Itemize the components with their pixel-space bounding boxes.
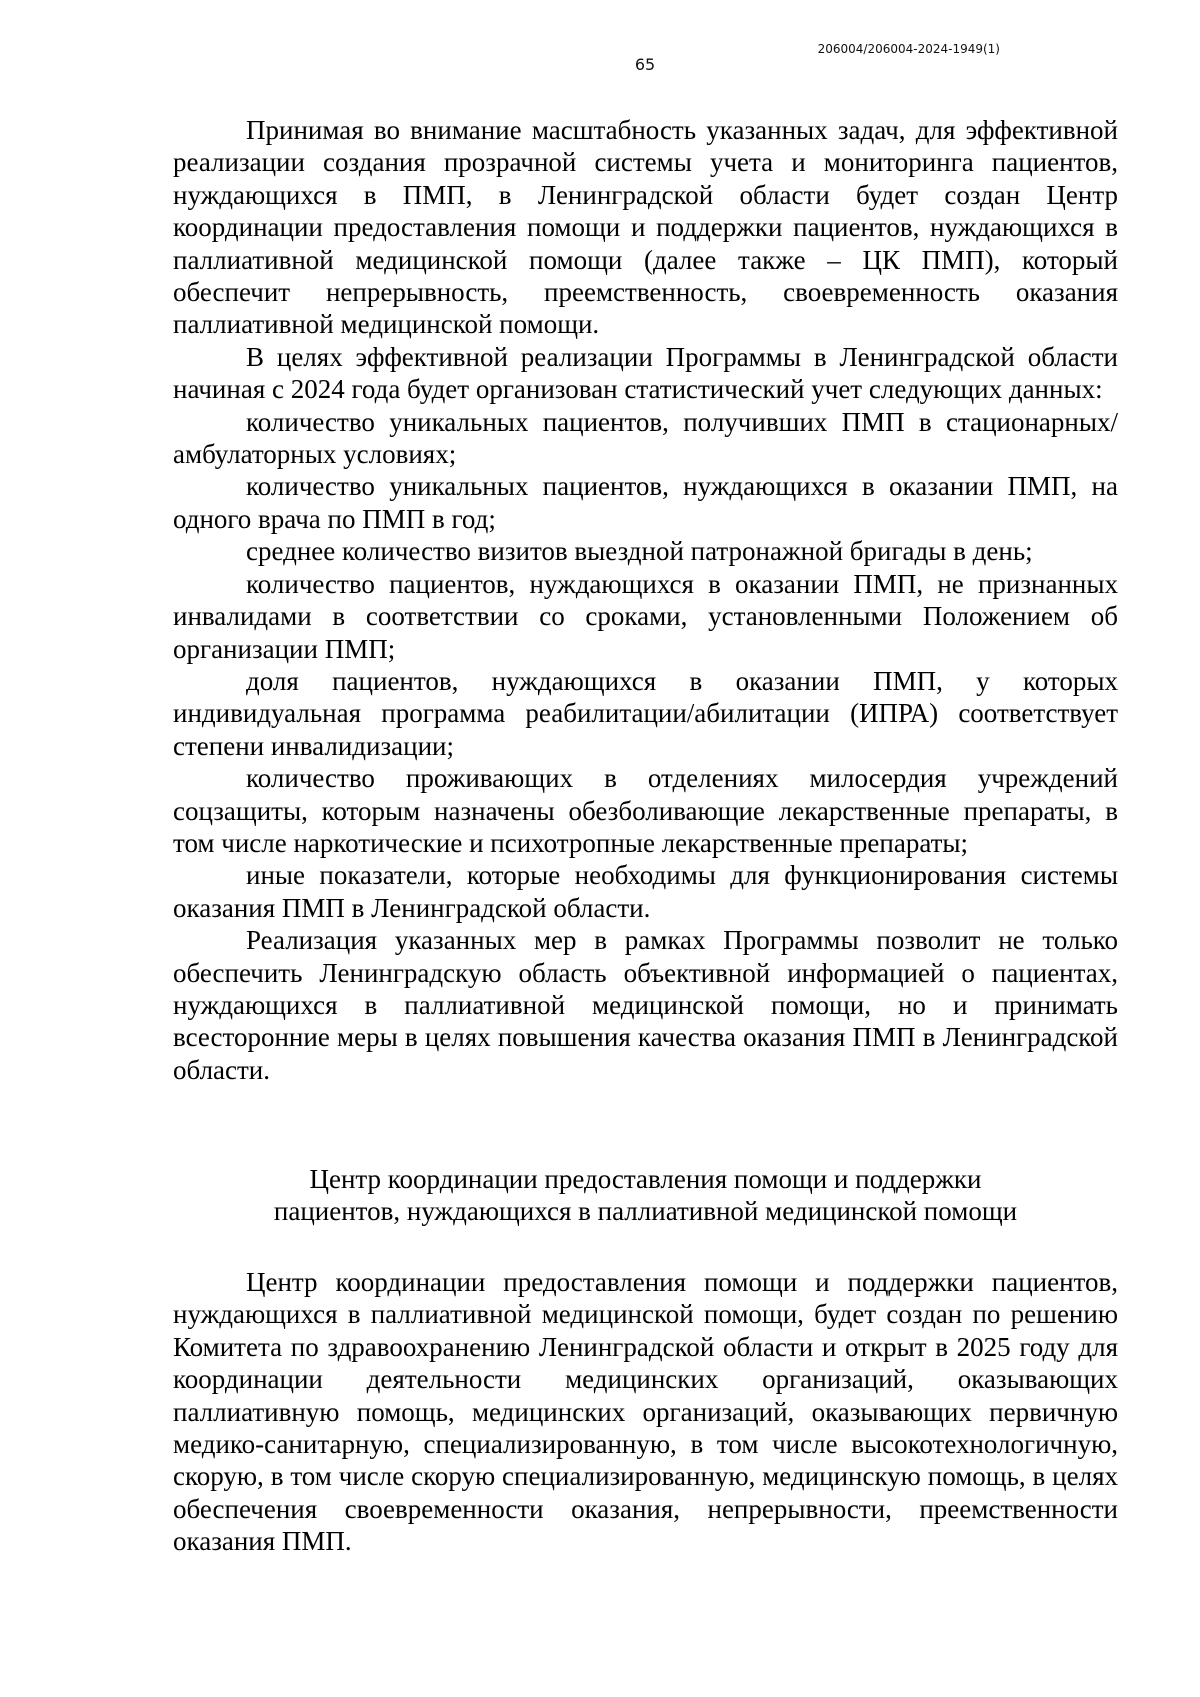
paragraph: Принимая во внимание масштабность указанных задач, для эффективной реализации создания прозрачной системы учета и мониторинга пациентов, нуждающихся в ПМП, в Ленинградской области будет создан Центр координации предоставления помощи и поддержки пациентов, нуждающихся в паллиативной медицинской помощи (далее также – ЦК ПМП), который обеспечит непрерывность, преемственность, своевременность оказания паллиативной медицинской помощи. bbox=[173, 115, 1118, 340]
body-text bbox=[173, 114, 1118, 1086]
section-heading-line: Центр координации предоставления помощи и поддержки bbox=[309, 1164, 982, 1194]
paragraph: Центр координации предоставления помощи и поддержки пациентов, нуждающихся в паллиативной медицинской помощи, будет создан по решению Комитета по здравоохранению Ленинградской области и открыт в 2025 году для координации деятельности медицинских организаций, оказывающих паллиативную помощь, медицинских организаций, оказывающих первичную медико-санитарную, специализированную, в том числе высокотехнологичную, скорую, в том числе скорую специализированную, медицинскую помощь, в целях обеспечения своевременности оказания, непрерывности, преемственности оказания ПМП. bbox=[173, 1267, 1118, 1557]
paragraph: Реализация указанных мер в рамках Программы позволит не только обеспечить Ленинградскую область объективной информацией о пациентах, нуждающихся в паллиативной медицинской помощи, но и принимать всесторонние меры в целях повышения качества оказания ПМП в Ленинградской области. bbox=[173, 925, 1118, 1085]
document-registration-number: 206004/206004-2024-1949(1) bbox=[817, 42, 1000, 56]
section-body-text bbox=[173, 1266, 1118, 1558]
list-item: доля пациентов, нуждающихся в оказании ПМП, у которых индивидуальная программа реабилитации/абилитации (ИПРА) соответствует степени инвалидизации; bbox=[173, 665, 1118, 761]
section-heading-line: пациентов, нуждающихся в паллиативной медицинской помощи bbox=[273, 1196, 1018, 1227]
list-item: иные показатели, которые необходимы для функционирования системы оказания ПМП в Ленинградской области. bbox=[173, 860, 1118, 923]
list-item: количество уникальных пациентов, получивших ПМП в стационарных/амбулаторных условиях; bbox=[173, 406, 1118, 470]
page-number: 65 bbox=[634, 55, 656, 74]
list-item: количество уникальных пациентов, нуждающихся в оказании ПМП, на одного врача по ПМП в год; bbox=[173, 471, 1118, 534]
paragraph: В целях эффективной реализации Программы в Ленинградской области начиная с 2024 года будет организован статистический учет следующих данных: bbox=[173, 341, 1118, 405]
list-item: среднее количество визитов выездной патронажной бригады в день; bbox=[246, 536, 1033, 567]
list-item: количество проживающих в отделениях милосердия учреждений соцзащиты, которым назначены обезболивающие лекарственные препараты, в том числе наркотические и психотропные лекарственные препараты; bbox=[173, 763, 1118, 858]
section-heading bbox=[173, 1163, 1118, 1228]
list-item: количество пациентов, нуждающихся в оказании ПМП, не признанных инвалидами в соответствии со сроками, установленными Положением об организации ПМП; bbox=[173, 568, 1118, 664]
